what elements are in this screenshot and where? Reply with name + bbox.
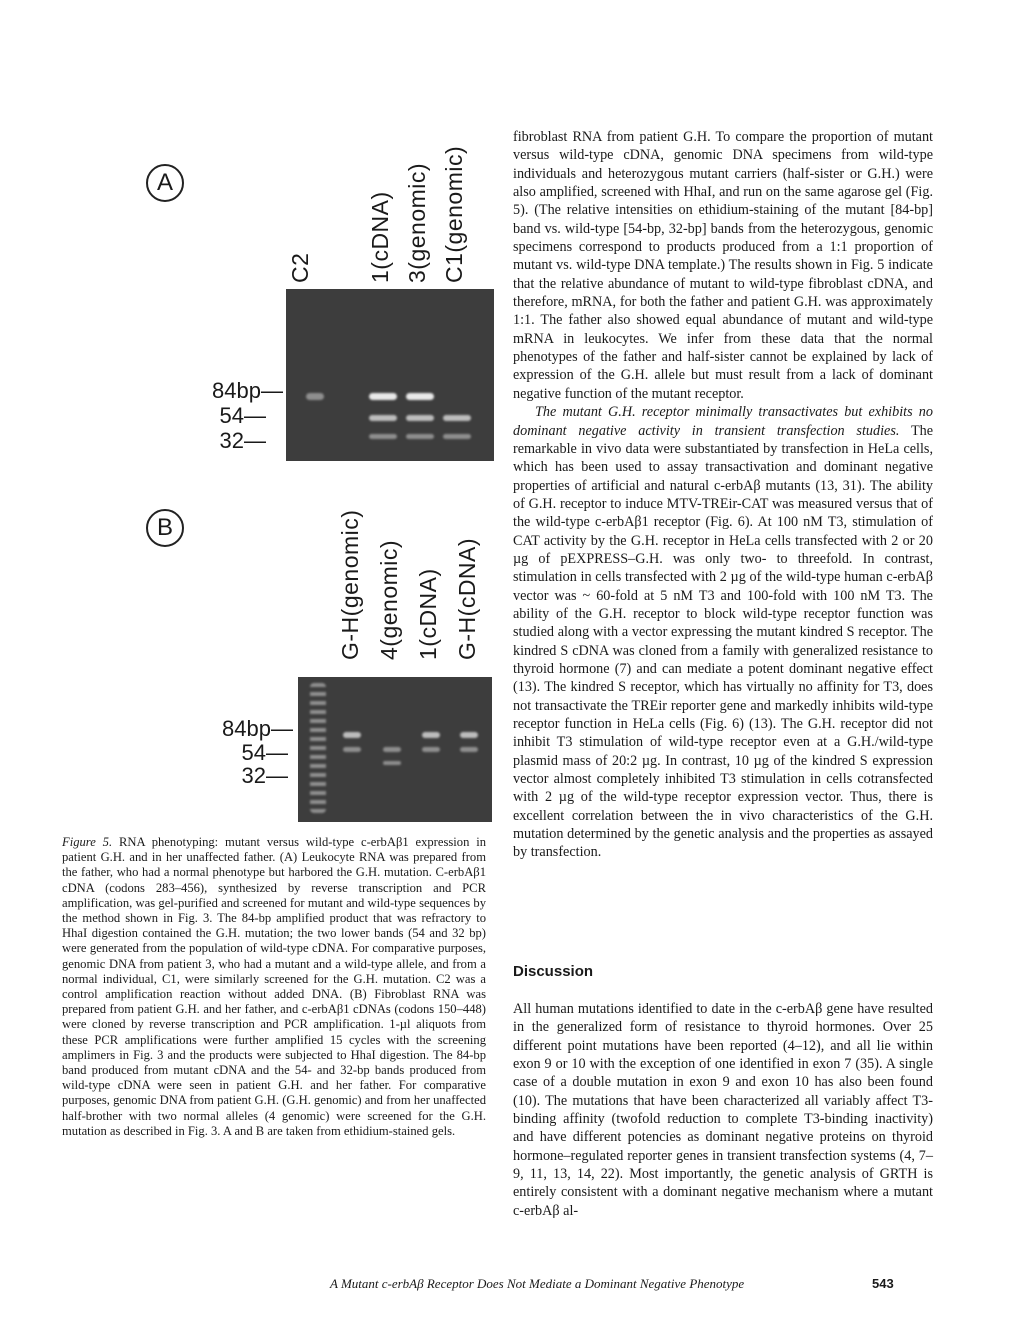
band-1-cdna-84: [369, 393, 397, 400]
band-1-cdna-32: [369, 434, 397, 439]
gel-image-b: [298, 677, 492, 822]
lane-label-1-cdna: 1(cDNA): [367, 191, 393, 283]
band-c2: [306, 393, 324, 400]
paragraph-1: fibroblast RNA from patient G.H. To compare the proportion of mutant versus wild-type cDNA, genomic DNA specimens from wild-type individuals and heterozygous mutant carriers (half-sister or G.H.) were also amplified, screened with HhaI, and run on the same agarose gel (Fig. 5). (The relative intensities on ethidium-staining of the mutant [84-bp] band vs. wild-type [54-bp, 32-bp] bands from the heterozygous, genomic specimens correspond to products produced from a 1:1 proportion of mutant vs. wild-type DNA template.) The results shown in Fig. 5 indicate that the relative abundance of mutant to wild-type fibroblast cDNA, and therefore, mRNA, for both the father and patient G.H. was approximately 1:1. The father also showed equal abundance of mutant and wild-type mRNA in leukocytes. We infer from these data that the normal phenotypes of the father and half-sister cannot be explained by lack of expression of the G.H. allele but must result from a lack of dominant negative function of the mutant receptor.: [513, 129, 933, 402]
paragraph-2: [513, 403, 933, 862]
marker-84bp-a: 84bp—: [212, 378, 283, 403]
panel-b-letter: B: [146, 509, 184, 547]
page-number: 543: [872, 1276, 894, 1291]
lane-label-4-genomic: 4(genomic): [376, 539, 402, 660]
band-gh-cdna-54: [460, 747, 478, 752]
lane-label-gh-cdna: G-H(cDNA): [454, 537, 480, 660]
caption-label: Figure 5.: [62, 835, 113, 849]
band-3-genomic-32: [406, 434, 434, 439]
running-title: A Mutant c-erbAβ Receptor Does Not Mediate a Dominant Negative Phenotype: [330, 1276, 745, 1291]
gel-image-a: [286, 289, 494, 461]
band-gh-genomic-54: [343, 747, 361, 752]
band-4-genomic-54: [383, 747, 401, 752]
band-gh-cdna-84: [460, 732, 478, 738]
lane-label-c2: C2: [287, 252, 313, 283]
marker-32-b: 32—: [241, 763, 288, 788]
band-1-cdna-54: [369, 415, 397, 421]
lane-label-gh-genomic: G-H(genomic): [337, 509, 363, 660]
paragraph-3: All human mutations identified to date in the c-erbAβ gene have resulted in the generalized form of resistance to thyroid hormones. Over 25 different point mutations have been reported (4–12), and all lie within exon 9 or 10 with the exception of one identified in exon 7 (35). A single case of a double mutation in exon 9 and exon 10 has also been found (10). The mutations that have been characterized all variably affect T3-binding affinity (twofold reduction to complete T3-binding inactivity) and have different potencies as dominant negative proteins on thyroid hormone–regulated reporter genes in transient transfection systems (4, 7–9, 11, 13, 14, 22). Most importantly, the genetic analysis of GRTH is entirely consistent with a dominant negative mechanism where a mutant c-erbAβ al-: [513, 1001, 933, 1219]
band-gh-genomic-84: [343, 732, 361, 738]
paragraph-2-title: The mutant G.H. receptor minimally transactivates but exhibits no dominant negative activity in transient transfection studies.: [513, 404, 933, 439]
ladder-lane: [310, 683, 326, 813]
band-c1-genomic-32: [443, 434, 471, 439]
body-column-top: [513, 128, 933, 862]
band-1-cdna-b-84: [422, 732, 440, 738]
marker-84bp-b: 84bp—: [222, 716, 293, 741]
band-3-genomic-54: [406, 415, 434, 421]
marker-54-a: 54—: [219, 403, 266, 428]
lane-label-c1-genomic: C1(genomic): [441, 145, 467, 283]
band-3-genomic-84: [406, 393, 434, 400]
body-column-bottom: [513, 1000, 933, 1220]
section-heading-discussion: Discussion: [513, 963, 594, 980]
band-4-genomic-32: [383, 761, 401, 765]
band-c1-genomic-54: [443, 415, 471, 421]
panel-a-letter: A: [146, 164, 184, 202]
band-1-cdna-b-54: [422, 747, 440, 752]
figure-caption: [62, 835, 486, 1139]
paragraph-2-text: The remarkable in vivo data were substantiated by transfection in HeLa cells, which has been used to assay transactivation and dominant negative properties of artificial and natural c-erbAβ mutants (13, 31). The ability of G.H. receptor to induce MTV-TREir-CAT was measured versus that of the wild-type c-erbAβ1 receptor (Fig. 6). At 100 nM T3, stimulation of CAT activity by the G.H. receptor in HeLa cells transfected with 2 or 20 µg of pEXPRESS–G.H. was only two- to threefold. In contrast, stimulation in cells transfected with 2 µg of the wild-type human c-erbAβ vector was ~ 60-fold at 5 nM T3 and 100-fold with 100 nM T3. The ability of the G.H. receptor to block wild-type receptor function was studied along with a vector expressing the mutant kindred S receptor. The kindred S cDNA was cloned from a family with generalized resistance to thyroid hormone (7) and can mediate a potent dominant negative effect (13). The kindred S receptor, which has virtually no affinity for T3, does not transactivate the TREir reporter gene and markedly inhibits wild-type receptor function in HeLa cells (Fig. 6) (13). The G.H. receptor did not inhibit T3 stimulation of wild-type receptor even at a G.H./wild-type plasmid mass of 20:2 µg. In contrast, 10 µg of the kindred S expression vector almost completely inhibited T3 stimulation in cells cotransfected with 2 µg of the wild-type receptor expression vector. Thus, there is excellent correlation between the in vivo characteristics of the G.H. mutation determined by the genetic analysis and the properties as assayed by transfection.: [513, 422, 934, 861]
lane-label-1-cdna-b: 1(cDNA): [415, 568, 441, 660]
marker-32-a: 32—: [219, 428, 266, 453]
caption-text: RNA phenotyping: mutant versus wild-type c-erbAβ1 expression in patient G.H. and in her unaffected father. (A) Leukocyte RNA was prepared from the father, who had a normal phenotype but harbored the G.H. mutation. C-erbAβ1 cDNA (codons 283–456), synthesized by reverse transcription and PCR amplification, was gel-purified and screened for mutant and wild-type sequences by the method shown in Fig. 3. The 84-bp amplified product that was refractory to HhaI digestion contained the G.H. mutation; the two lower bands (54 and 32 bp) were generated from the population of wild-type cDNA. For comparative purposes, genomic DNA from patient 3, who had a mutant and a wild-type allele, and from a normal individual, C1, were similarly screened for the G.H. mutation. C2 was a control amplification reaction without added DNA. (B) Fibroblast RNA was prepared from patient G.H. and her father, and c-erbAβ1 cDNAs (codons 150–448) were cloned by reverse transcription and PCR amplification. 1-µl aliquots from these PCR amplifications were further amplified 15 cycles with the screening amplimers in Fig. 3 and the products were subjected to HhaI digestion. The 84-bp band produced from mutant cDNA and the 54- and 32-bp bands produced from wild-type cDNA were seen in patient G.H. and her father. For comparative purposes, genomic DNA from patient G.H. (G.H. genomic) and from her unaffected half-brother with two normal alleles (4 genomic) were screened for the G.H. mutation as described in Fig. 3. A and B are taken from ethidium-stained gels.: [62, 835, 487, 1138]
lane-label-3-genomic: 3(genomic): [404, 162, 430, 283]
marker-54-b: 54—: [241, 740, 288, 765]
